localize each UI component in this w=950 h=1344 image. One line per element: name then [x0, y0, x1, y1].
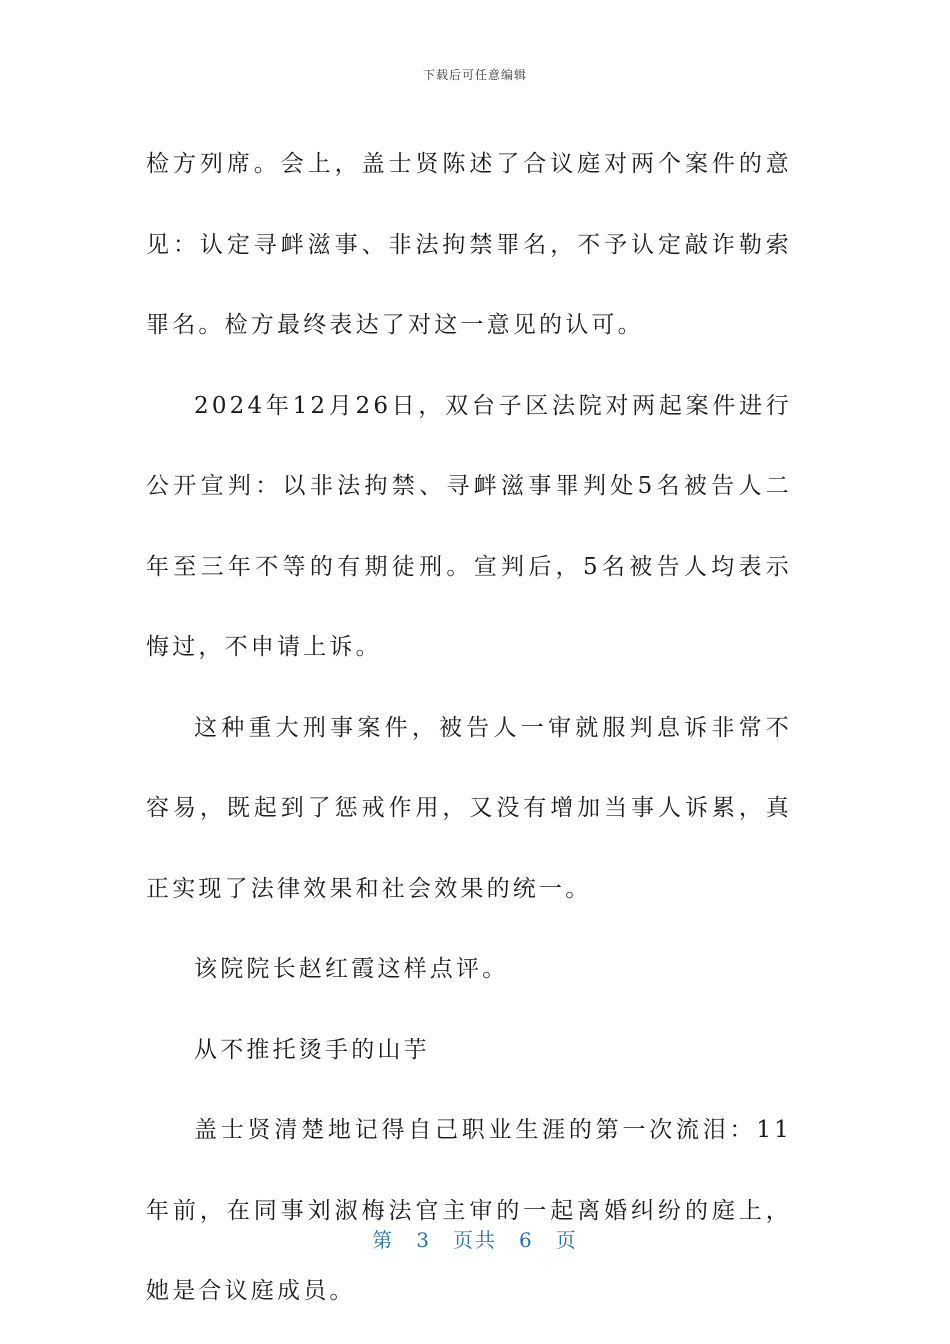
footer-middle: 页共 [453, 1228, 497, 1252]
footer-prefix: 第 [372, 1228, 395, 1252]
page-header: 下载后可任意编辑 [422, 68, 527, 82]
section-heading: 从不推托烫手的山芋 [194, 1036, 430, 1063]
paragraph: 这种重大刑事案件，被告人一审就服判息诉非常不容易，既起到了惩戒作用，又没有增加当事人诉累，真正实现了法律效果和社会效果的统一。 [146, 714, 792, 902]
footer-suffix: 页 [555, 1228, 578, 1252]
paragraph: 该院院长赵红霞这样点评。 [194, 956, 509, 982]
document-body [146, 124, 792, 1332]
total-pages-number: 6 [519, 1228, 534, 1252]
paragraph: 2024年12月26日，双台子区法院对两起案件进行公开宣判：以非法拘禁、寻衅滋事罪判处5名被告人二年至三年不等的有期徒刑。宣判后，5名被告人均表示悔过，不申请上诉。 [146, 392, 792, 660]
page-footer [0, 1224, 950, 1253]
current-page-number: 3 [416, 1228, 431, 1252]
paragraph: 检方列席。会上，盖士贤陈述了合议庭对两个案件的意见：认定寻衅滋事、非法拘禁罪名，不予认定敲诈勒索罪名。检方最终表达了对这一意见的认可。 [146, 151, 792, 338]
paragraph: 盖士贤清楚地记得自己职业生涯的第一次流泪：11年前，在同事刘淑梅法官主审的一起离婚纠纷的庭上，她是合议庭成员。 [146, 1117, 792, 1304]
